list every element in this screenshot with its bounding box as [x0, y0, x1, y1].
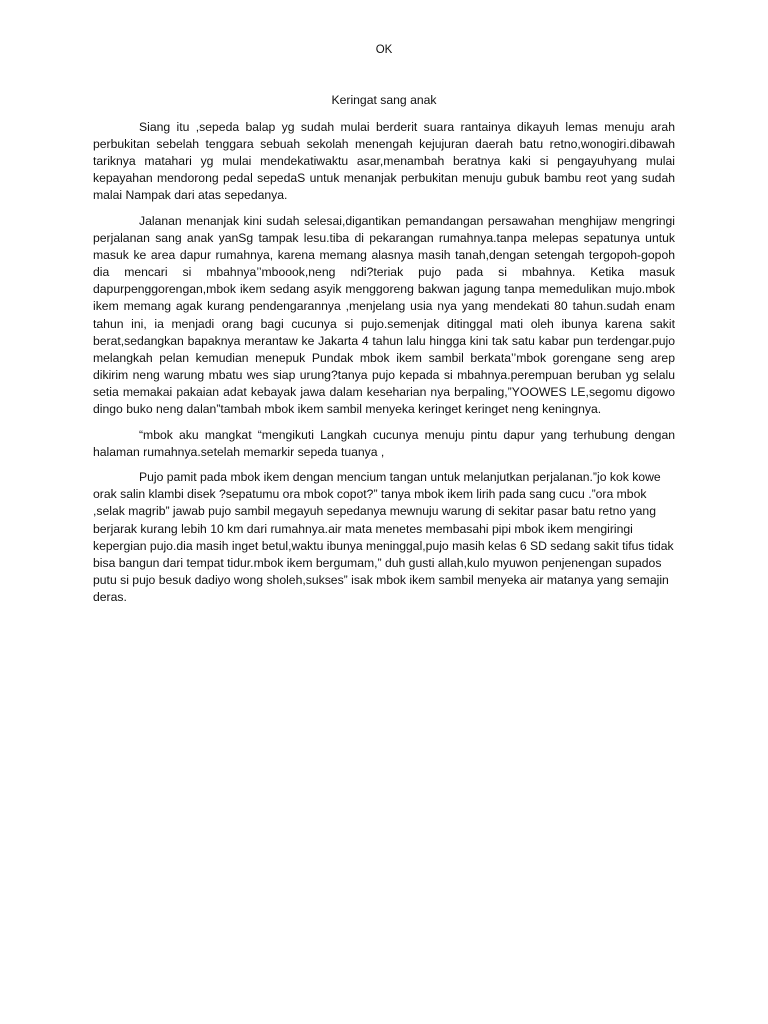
document-body — [93, 119, 675, 615]
paragraph: Siang itu ,sepeda balap yg sudah mulai berderit suara rantainya dikayuh lemas menuju arah perbukitan sebelah tenggara sebuah sekolah menengah kejujuran daerah batu retno,wonogiri.dibawah tariknya matahari yg mulai mendekatiwaktu asar,menambah beratnya kaki si pengayuhyang mulai kepayahan mendorong pedal sepedaS untuk menanjak perbukitan menuju gubuk bambu reot yang sudah malai Nampak dari atas sepedanya. — [93, 120, 675, 203]
header-mark: OK — [375, 44, 393, 56]
paragraph: Jalanan menanjak kini sudah selesai,digantikan pemandangan persawahan menghijaw mengringi perjalanan sang anak yanSg tampak lesu.tiba di pekarangan rumahnya.tanpa melepas sepatunya untuk masuk ke area dapur rumahnya, karena memang alasnya masih tanah,dengan setengah tergopoh-gopoh dia mencari si mbahnya’’mboook,neng ndi?teriak pujo pada si mbahnya. Ketika masuk dapurpenggorengan,mbok ikem sedang asyik menggoreng bakwan jagung tanpa memedulikan mujo.mbok ikem memang agak kurang pendengarannya ,menjelang usia nya yang mendekati 80 tahun.sudah enam tahun ini, ia menjadi orang bagi cucunya si pujo.semenjak ditinggal mati oleh ibunya karena sakit berat,sedangkan bapaknya merantaw ke Jakarta 4 tahun lalu hingga kini tak satu kabar pun terdengar.pujo melangkah pelan kemudian menepuk Pundak mbok ikem sambil berkata’’mbok gorengane seng arep dikirim neng warung mbatu wes siap urung?tanya pujo kepada si mbahnya.perempuan beruban yg selalu setia memakai pakaian adat kebayak jawa dalam keseharian nya berpaling,”YOOWES LE,segomu digowo dingo buko neng dalan”tambah mbok ikem sambil menyeka keringet keringet neng keningnya. — [93, 213, 675, 416]
paragraph: “mbok aku mangkat “mengikuti Langkah cucunya menuju pintu dapur yang terhubung dengan halaman rumahnya.setelah memarkir sepeda tuanya , — [93, 427, 675, 459]
paragraph: Pujo pamit pada mbok ikem dengan mencium tangan untuk melanjutkan perjalanan.”jo kok kowe orak salin klambi disek ?sepatumu ora mbok copot?” tanya mbok ikem lirih pada sang cucu .”ora mbok ,selak magrib” jawab pujo sambil megayuh sepedanya mewnuju warung di sekitar pasar batu retno yang berjarak kurang lebih 10 km dari rumahnya.air mata menetes membasahi pipi mbok ikem mengiringi kepergian pujo.dia masih inget betul,waktu ibunya meninggal,pujo masih kelas 6 SD sedang sakit tifus tidak bisa bangun dari tempat tidur.mbok ikem bergumam,” duh gusti allah,kulo myuwon penjenengan supados putu si pujo besuk dadiyo wong sholeh,sukses” isak mbok ikem sambil menyeka air matanya yang semajin deras. — [93, 470, 674, 604]
document-title: Keringat sang anak — [331, 93, 437, 107]
